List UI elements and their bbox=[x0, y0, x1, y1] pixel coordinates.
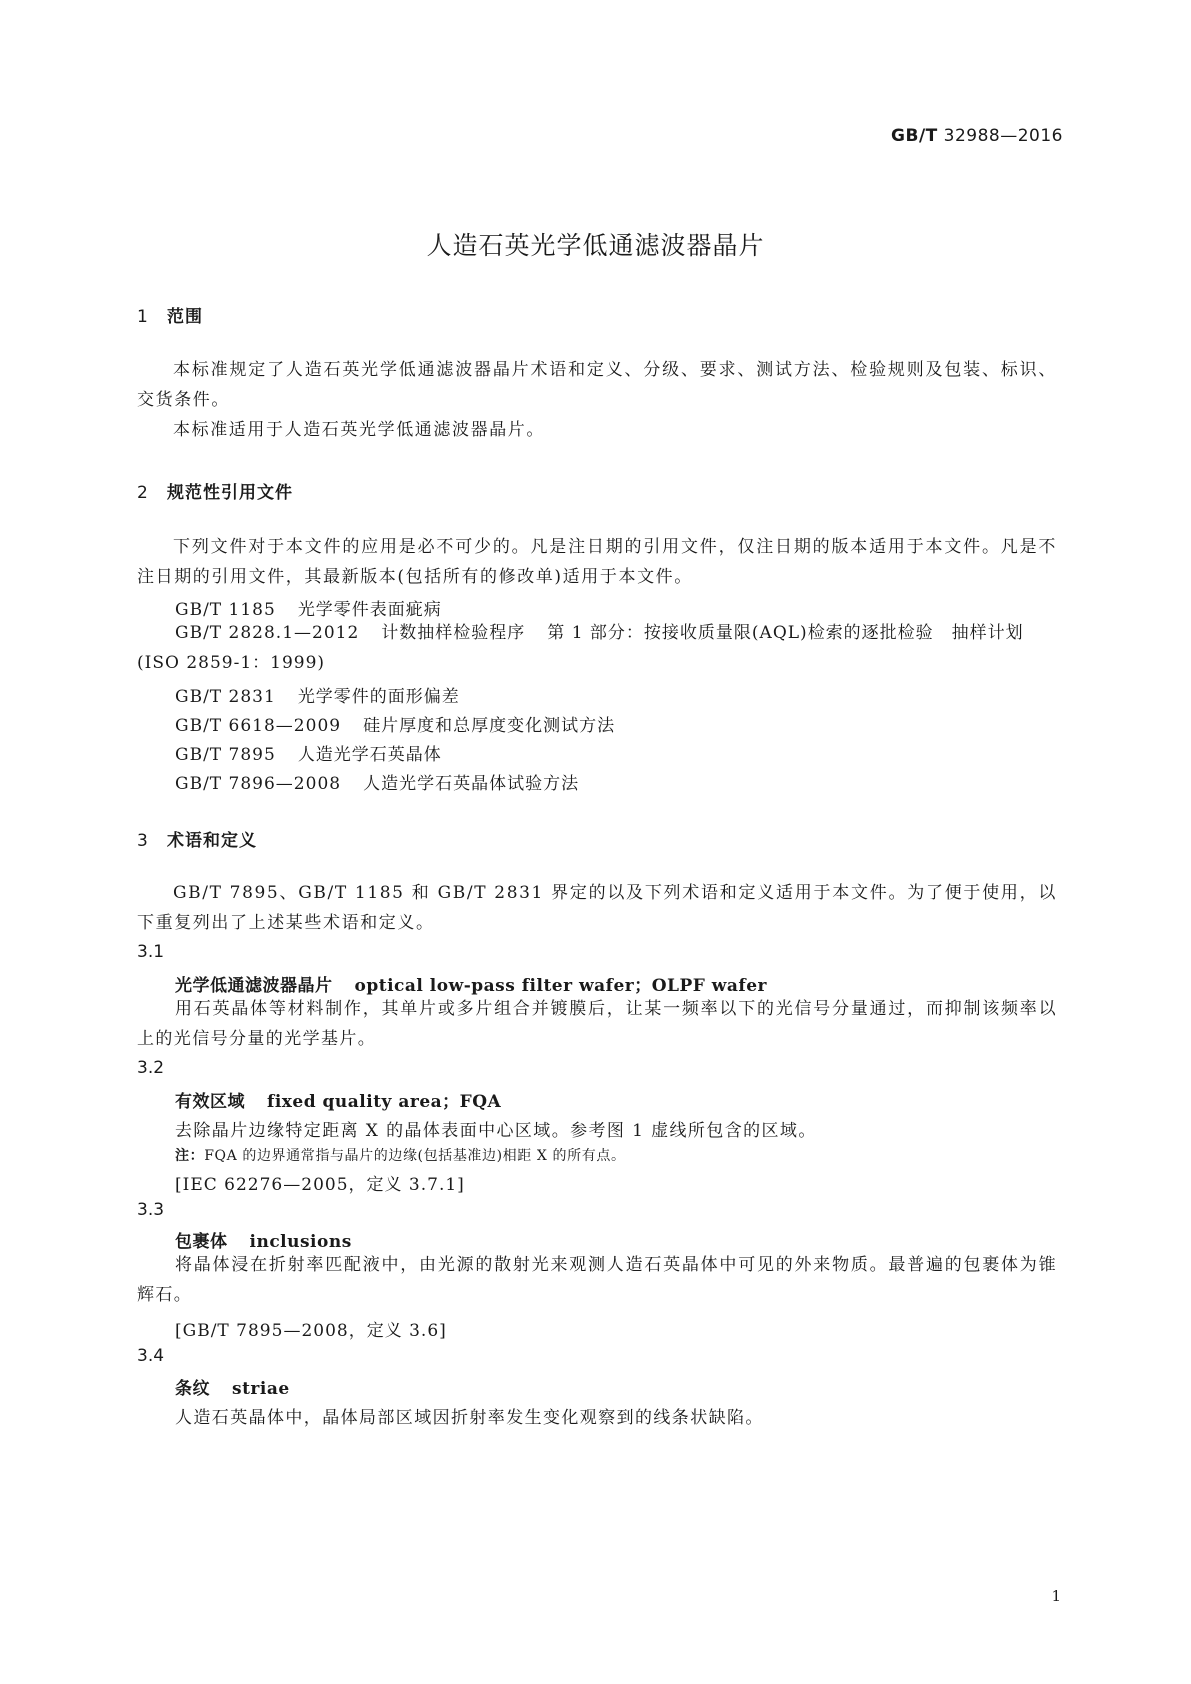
term-english: fixed quality area；FQA bbox=[267, 1092, 502, 1112]
standard-number bbox=[891, 126, 1063, 146]
term-source: [IEC 62276—2005，定义 3.7.1] bbox=[175, 1175, 465, 1195]
section-1-paragraph-2: 本标准适用于人造石英光学低通滤波器晶片。 bbox=[173, 420, 545, 440]
term-english: optical low-pass filter wafer；OLPF wafer bbox=[354, 976, 768, 996]
reference-item bbox=[137, 618, 1057, 678]
reference-title: 光学零件的面形偏差 bbox=[297, 687, 460, 707]
reference-code: GB/T 1185 bbox=[175, 600, 276, 620]
section-1-heading bbox=[137, 302, 203, 327]
section-1-paragraph-1: 本标准规定了人造石英光学低通滤波器晶片术语和定义、分级、要求、测试方法、检验规则及包装、标识、交货条件。 bbox=[137, 360, 1057, 410]
reference-code: GB/T 7896—2008 bbox=[175, 774, 342, 794]
reference-item bbox=[175, 711, 615, 736]
reference-title: 硅片厚度和总厚度变化测试方法 bbox=[363, 716, 616, 736]
section-2-intro: 下列文件对于本文件的应用是必不可少的。凡是注日期的引用文件，仅注日期的版本适用于本文件。凡是不注日期的引用文件，其最新版本(包括所有的修改单)适用于本文件。 bbox=[137, 537, 1057, 587]
term-number: 3.4 bbox=[137, 1346, 165, 1366]
section-2-heading bbox=[137, 478, 293, 503]
reference-code: GB/T 7895 bbox=[175, 745, 276, 765]
term-chinese: 有效区域 bbox=[175, 1092, 245, 1112]
section-number: 3 bbox=[137, 831, 149, 851]
term-definition: 将晶体浸在折射率匹配液中，由光源的散射光来观测人造石英晶体中可见的外来物质。最普遍的包裹体为锥辉石。 bbox=[137, 1255, 1057, 1305]
term-chinese: 条纹 bbox=[175, 1379, 210, 1399]
standard-prefix: GB/T bbox=[891, 126, 938, 146]
section-3-intro: GB/T 7895、GB/T 1185 和 GB/T 2831 界定的以及下列术语和定义适用于本文件。为了便于使用，以下重复列出了上述某些术语和定义。 bbox=[137, 883, 1057, 933]
reference-subtitle: 第 1 部分：按接收质量限(AQL)检索的逐批检验 抽样计划(ISO 2859-1：1999) bbox=[137, 623, 1024, 673]
term-definition: 用石英晶体等材料制作，其单片或多片组合并镀膜后，让某一频率以下的光信号分量通过，而抑制该频率以上的光信号分量的光学基片。 bbox=[137, 999, 1057, 1049]
term-english: striae bbox=[232, 1379, 290, 1399]
reference-title: 人造光学石英晶体 bbox=[297, 745, 442, 765]
note-text: FQA 的边界通常指与晶片的边缘(包括基准边)相距 X 的所有点。 bbox=[204, 1148, 626, 1164]
section-title: 规范性引用文件 bbox=[167, 483, 293, 503]
document-title: 人造石英光学低通滤波器晶片 bbox=[426, 231, 765, 260]
term-number: 3.1 bbox=[137, 942, 165, 962]
reference-item bbox=[175, 740, 442, 765]
term-definition: 人造石英晶体中，晶体局部区域因折射率发生变化观察到的线条状缺陷。 bbox=[175, 1408, 764, 1428]
reference-code: GB/T 2828.1—2012 bbox=[175, 623, 360, 643]
page-number: 1 bbox=[1051, 1587, 1061, 1605]
term-heading bbox=[175, 1374, 290, 1399]
term-number: 3.3 bbox=[137, 1200, 165, 1220]
section-3-heading bbox=[137, 826, 257, 851]
note-label: 注： bbox=[175, 1148, 205, 1164]
reference-code: GB/T 2831 bbox=[175, 687, 276, 707]
reference-item bbox=[175, 769, 579, 794]
term-note bbox=[175, 1145, 626, 1165]
standard-code: 32988—2016 bbox=[943, 126, 1063, 146]
reference-item bbox=[175, 682, 460, 707]
reference-item bbox=[175, 595, 442, 620]
term-heading bbox=[175, 971, 767, 996]
section-number: 2 bbox=[137, 483, 149, 503]
term-source: [GB/T 7895—2008，定义 3.6] bbox=[175, 1321, 447, 1341]
term-chinese: 包裹体 bbox=[175, 1232, 228, 1252]
term-heading bbox=[175, 1087, 501, 1112]
section-title: 术语和定义 bbox=[167, 831, 257, 851]
reference-title: 人造光学石英晶体试验方法 bbox=[363, 774, 580, 794]
term-number: 3.2 bbox=[137, 1058, 165, 1078]
term-definition: 去除晶片边缘特定距离 X 的晶体表面中心区域。参考图 1 虚线所包含的区域。 bbox=[175, 1121, 817, 1141]
section-title: 范围 bbox=[167, 307, 203, 327]
term-heading bbox=[175, 1227, 352, 1252]
section-number: 1 bbox=[137, 307, 149, 327]
term-chinese: 光学低通滤波器晶片 bbox=[175, 976, 333, 996]
reference-title: 光学零件表面疵病 bbox=[297, 600, 442, 620]
reference-title: 计数抽样检验程序 bbox=[381, 623, 526, 643]
term-english: inclusions bbox=[249, 1232, 352, 1252]
reference-code: GB/T 6618—2009 bbox=[175, 716, 342, 736]
